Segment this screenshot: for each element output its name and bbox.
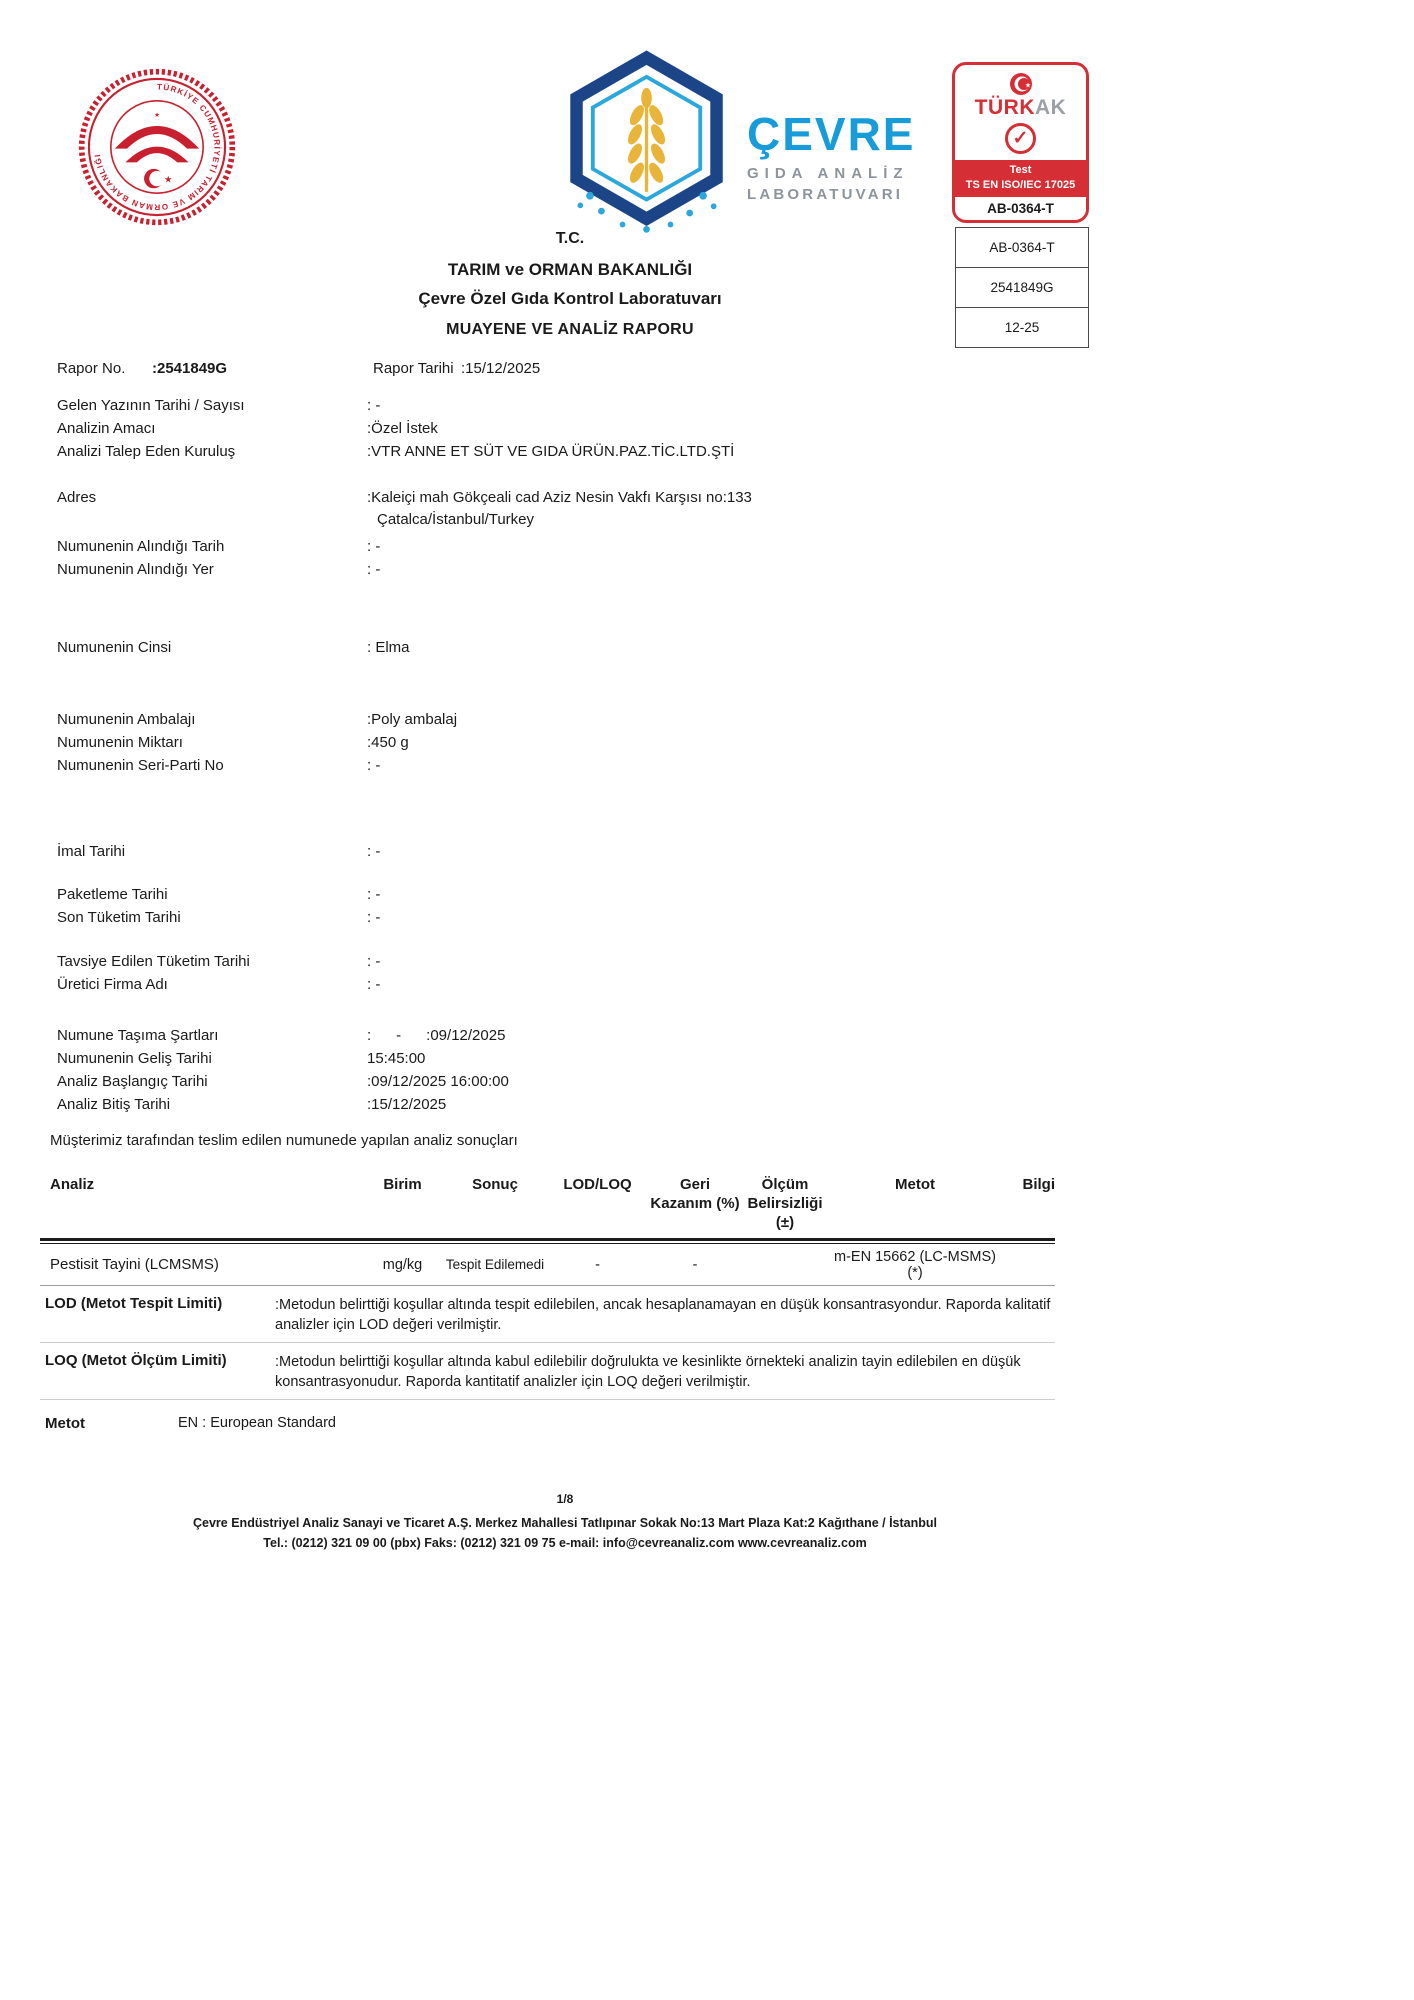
svg-text:★: ★ [1024, 82, 1031, 90]
turkak-word-ak: AK [1034, 96, 1067, 119]
field-label: İmal Tarihi [57, 843, 126, 860]
col-header-bilgi: Bilgi [1022, 1176, 1055, 1193]
field-row-alindigi-yer [40, 558, 1060, 581]
tc-label: T.C. [555, 230, 585, 247]
field-row-talep-eden [40, 440, 1060, 463]
field-row-baslangic-tarihi [40, 1070, 1060, 1093]
report-body [40, 357, 1060, 1432]
field-row-imal-tarihi [40, 840, 1060, 863]
page-number: 1/8 [556, 1492, 574, 1506]
field-value: : - [367, 843, 381, 860]
field-value: :Özel İstek [367, 420, 438, 437]
cevre-logo-line1: GIDA ANALİZ [747, 164, 909, 182]
revision-box: 12-25 [955, 307, 1089, 348]
field-value-adres-line2: Çatalca/İstanbul/Turkey [377, 511, 535, 528]
cell-sonuc: Tespit Edilemedi [445, 1257, 545, 1272]
check-icon: ✓ [1005, 123, 1036, 154]
field-label: Numunenin Alındığı Tarih [57, 538, 225, 555]
cevre-logo-name: ÇEVRE [747, 107, 916, 160]
field-row-cinsi [40, 636, 1060, 659]
field-row-gelen-yazi [40, 394, 1060, 417]
col-header-geri-kazanim: Geri Kazanım (%) [650, 1176, 740, 1212]
cell-lodloq: - [595, 1257, 600, 1273]
field-label: Gelen Yazının Tarihi / Sayısı [57, 397, 245, 414]
col-header-metot: Metot [895, 1176, 935, 1193]
definition-row-loq [40, 1343, 1055, 1400]
cell-analiz: Pestisit Tayini (LCMSMS) [50, 1256, 219, 1273]
field-row-gelis-tarihi [40, 1047, 1060, 1070]
field-label: Son Tüketim Tarihi [57, 909, 181, 926]
field-row-tavsiye-tuketim [40, 950, 1060, 973]
rapor-no-value: :2541849G [152, 360, 228, 377]
footer-address: Çevre Endüstriyel Analiz Sanayi ve Ticaret A.Ş. Merkez Mahallesi Tatlıpınar Sokak No:13 Mart Plaza Kat:2 Kağıthane / İstanbul [193, 1516, 937, 1530]
results-table [40, 1173, 1055, 1432]
cevre-logo-line2: LABORATUVARI [747, 185, 904, 203]
turkak-word-turk: TÜRK [974, 96, 1035, 119]
field-label: Numunenin Alındığı Yer [57, 561, 214, 578]
col-header-sonuc: Sonuç [472, 1176, 518, 1193]
turkak-cert-number: AB-0364-T [955, 197, 1086, 218]
definition-text: :Metodun belirttiği koşullar altında kabul edilebilir doğrulukta ve kesinlikte örnekteki analizin tayin edilebilen en düşük konsantrasyonudur. Raporda kantitatif analizler için LOQ değeri verilmiştir. [275, 1354, 1021, 1390]
field-label: Numunenin Cinsi [57, 639, 172, 656]
field-value: : - [367, 953, 381, 970]
col-header-analiz: Analiz [50, 1176, 95, 1193]
field-row-uretici [40, 973, 1060, 996]
report-number-box: 2541849G [955, 267, 1089, 308]
field-value: 15:45:00 [367, 1050, 426, 1067]
field-row-alindigi-tarih [40, 535, 1060, 558]
cell-metot: m-EN 15662 (LC-MSMS)(*) [834, 1249, 996, 1281]
metot-note-row [40, 1415, 1055, 1432]
turkak-test-label: Test [1009, 164, 1032, 176]
field-label: Numunenin Geliş Tarihi [57, 1050, 212, 1067]
ministry-name: TARIM ve ORMAN BAKANLIĞI [447, 260, 693, 279]
field-label: Paketleme Tarihi [57, 886, 168, 903]
page-footer [40, 1492, 1090, 1550]
field-label: Analiz Bitiş Tarihi [57, 1096, 171, 1113]
col-header-lodloq: LOD/LOQ [563, 1176, 632, 1193]
results-table-header [40, 1173, 1055, 1238]
field-label: Analiz Başlangıç Tarihi [57, 1073, 208, 1090]
field-row-seri-parti [40, 754, 1060, 777]
ministry-seal-logo [76, 66, 238, 228]
svg-text:★: ★ [163, 174, 173, 186]
definition-term: LOQ (Metot Ölçüm Limiti) [45, 1352, 227, 1369]
field-value: : - [367, 976, 381, 993]
definition-row-lod [40, 1286, 1055, 1343]
field-row-analiz-amaci [40, 417, 1060, 440]
metot-note-text: EN : European Standard [178, 1415, 336, 1431]
accreditation-info-boxes [955, 228, 1089, 348]
field-label: Numunenin Miktarı [57, 734, 183, 751]
svg-text:★: ★ [154, 112, 160, 120]
turkak-wordmark [975, 97, 1067, 118]
col-header-olcum-belirsizligi: Ölçüm Belirsizliği (±) [747, 1176, 823, 1231]
wheat-icon [626, 88, 667, 192]
field-label: Tavsiye Edilen Tüketim Tarihi [57, 953, 250, 970]
field-value: :450 g [367, 734, 409, 751]
table-row [40, 1244, 1055, 1286]
field-value: :09/12/2025 16:00:00 [367, 1073, 509, 1090]
turkak-crescent-icon [1009, 72, 1033, 96]
field-label: Numunenin Seri-Parti No [57, 757, 224, 774]
field-label: Adres [57, 489, 97, 506]
footer-contact: Tel.: (0212) 321 09 00 (pbx) Faks: (0212) 321 09 75 e-mail: info@cevreanaliz.com www.cevreanaliz.com [263, 1536, 867, 1550]
page-title: MUAYENE VE ANALİZ RAPORU [446, 321, 694, 338]
field-row-ambalaj [40, 708, 1060, 731]
turkak-standard-label: TS EN ISO/IEC 17025 [965, 178, 1076, 191]
field-row-son-tuketim [40, 906, 1060, 929]
turkak-logo [952, 62, 1089, 223]
field-row-bitis-tarihi [40, 1093, 1060, 1116]
lab-name: Çevre Özel Gıda Kontrol Laboratuvarı [418, 289, 722, 308]
accreditation-number-box: AB-0364-T [955, 227, 1089, 268]
cell-geri-kazanim: - [692, 1257, 698, 1273]
field-label: Numunenin Ambalajı [57, 711, 196, 728]
cevre-logo [563, 50, 915, 237]
field-value: : - [367, 397, 381, 414]
cevre-hexagon-icon [563, 50, 731, 237]
rapor-no-label: Rapor No. [57, 360, 126, 377]
turkak-standard-banner [955, 160, 1086, 197]
field-value: : - [367, 561, 381, 578]
definition-text: :Metodun belirttiği koşullar altında tespit edilebilen, ancak hesaplanamayan en düşük konsantrasyondur. Raporda kalitatif analizler için LOD değeri verilmiştir. [275, 1297, 1051, 1333]
field-label: Analizin Amacı [57, 420, 156, 437]
field-label: Üretici Firma Adı [57, 976, 168, 993]
field-row-tasima-sartlari [40, 1024, 1060, 1047]
field-label: Analizi Talep Eden Kuruluş [57, 443, 236, 460]
field-value: : - [367, 886, 381, 903]
rapor-tarihi-label: Rapor Tarihi [373, 360, 454, 377]
seal-curved-text: TÜRKİYE CUMHURİYETİ TARIM VE ORMAN BAKANLIĞI [92, 82, 222, 212]
field-value: : Elma [367, 639, 410, 656]
field-label: Numune Taşıma Şartları [57, 1027, 219, 1044]
field-value: :VTR ANNE ET SÜT VE GIDA ÜRÜN.PAZ.TİC.LTD.ŞTİ [367, 443, 735, 460]
report-number-row [40, 357, 1060, 380]
cell-birim: mg/kg [382, 1257, 423, 1273]
field-row-miktar [40, 731, 1060, 754]
field-row-paketleme [40, 883, 1060, 906]
col-header-birim: Birim [383, 1176, 422, 1193]
field-value: :Poly ambalaj [367, 711, 458, 728]
results-intro-text: Müşterimiz tarafından teslim edilen numunede yapılan analiz sonuçları [50, 1132, 518, 1149]
definition-term: LOD (Metot Tespit Limiti) [45, 1295, 223, 1312]
field-value: :15/12/2025 [367, 1096, 447, 1113]
field-row-adres [40, 486, 1060, 509]
rapor-tarihi-value: :15/12/2025 [461, 360, 541, 377]
field-value: :Kaleiçi mah Gökçeali cad Aziz Nesin Vakfı Karşısı no:133 [367, 489, 752, 506]
metot-note-term: Metot [45, 1415, 85, 1432]
field-value: : - :09/12/2025 [367, 1027, 506, 1044]
ministry-seal-icon [76, 66, 238, 228]
report-header [170, 230, 970, 339]
cevre-logo-text [747, 85, 915, 203]
field-value: : - [367, 757, 381, 774]
field-value: : - [367, 909, 381, 926]
field-value: : - [367, 538, 381, 555]
